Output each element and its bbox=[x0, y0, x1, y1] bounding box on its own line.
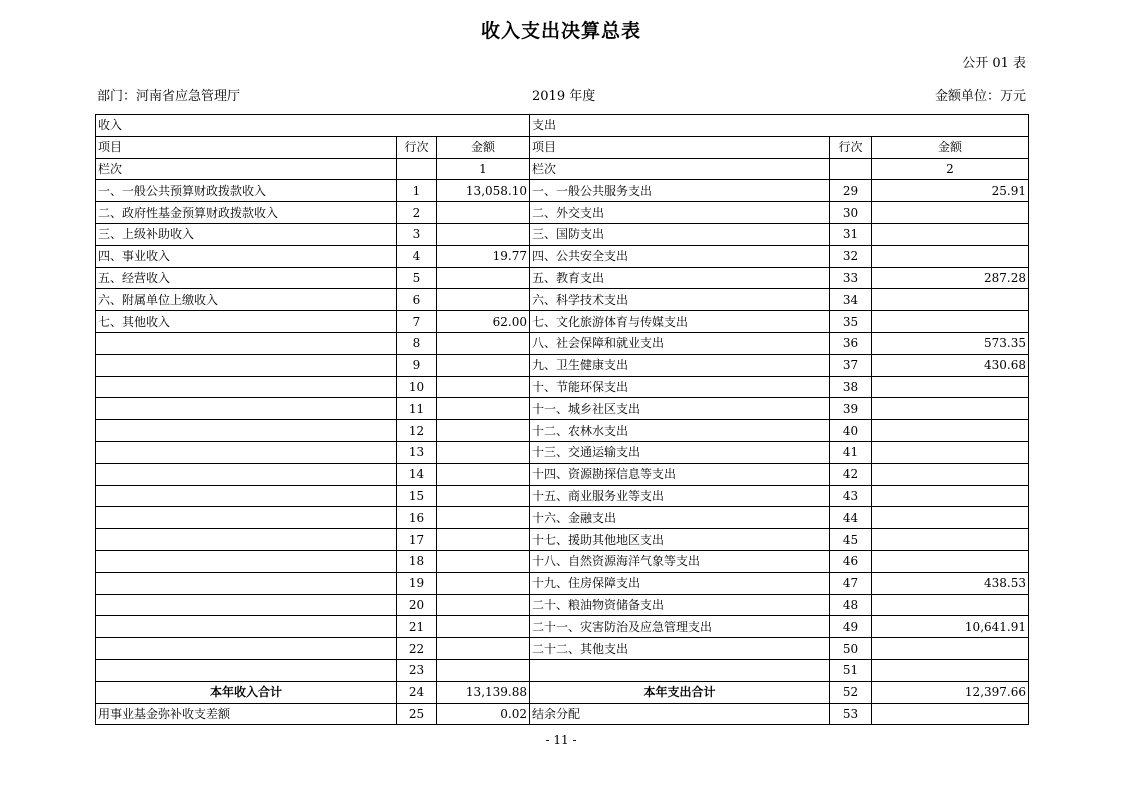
expenditure-amount bbox=[872, 507, 1029, 529]
expenditure-item: 十五、商业服务业等支出 bbox=[530, 485, 830, 507]
expenditure-amount bbox=[872, 594, 1029, 616]
income-row-no: 15 bbox=[397, 485, 437, 507]
expenditure-col-index: 2 bbox=[872, 158, 1029, 180]
section-header-row bbox=[96, 115, 1029, 137]
expenditure-item: 一、一般公共服务支出 bbox=[530, 180, 830, 202]
income-amount-header: 金额 bbox=[437, 136, 530, 158]
income-item bbox=[96, 354, 397, 376]
table-row bbox=[96, 398, 1029, 420]
income-amount bbox=[437, 223, 530, 245]
expenditure-row-no: 48 bbox=[830, 594, 872, 616]
income-amount bbox=[437, 594, 530, 616]
expenditure-item: 八、社会保障和就业支出 bbox=[530, 332, 830, 354]
income-amount bbox=[437, 289, 530, 311]
expenditure-amount: 573.35 bbox=[872, 332, 1029, 354]
income-item bbox=[96, 441, 397, 463]
income-row-no: 24 bbox=[397, 681, 437, 703]
expenditure-item: 二十二、其他支出 bbox=[530, 638, 830, 660]
income-item: 本年收入合计 bbox=[96, 681, 397, 703]
expenditure-amount: 25.91 bbox=[872, 180, 1029, 202]
expenditure-section-header: 支出 bbox=[530, 115, 1029, 137]
table-row bbox=[96, 659, 1029, 681]
income-row-no: 7 bbox=[397, 311, 437, 333]
expenditure-row-no-header: 行次 bbox=[830, 136, 872, 158]
income-item bbox=[96, 420, 397, 442]
expenditure-amount bbox=[872, 376, 1029, 398]
income-row-no: 4 bbox=[397, 245, 437, 267]
income-item bbox=[96, 638, 397, 660]
income-row-no: 25 bbox=[397, 703, 437, 725]
page-number: - 11 - bbox=[545, 733, 577, 747]
expenditure-item: 九、卫生健康支出 bbox=[530, 354, 830, 376]
income-amount: 13,139.88 bbox=[437, 681, 530, 703]
income-amount bbox=[437, 420, 530, 442]
expenditure-item: 七、文化旅游体育与传媒支出 bbox=[530, 311, 830, 333]
income-row-no: 13 bbox=[397, 441, 437, 463]
income-item bbox=[96, 507, 397, 529]
expenditure-row-no: 47 bbox=[830, 572, 872, 594]
table-row bbox=[96, 180, 1029, 202]
income-col-index-blank bbox=[397, 158, 437, 180]
income-amount: 19.77 bbox=[437, 245, 530, 267]
income-section-header: 收入 bbox=[96, 115, 530, 137]
expenditure-row-no: 36 bbox=[830, 332, 872, 354]
income-row-no: 18 bbox=[397, 550, 437, 572]
income-item bbox=[96, 659, 397, 681]
table-row bbox=[96, 616, 1029, 638]
income-row-no: 10 bbox=[397, 376, 437, 398]
expenditure-amount bbox=[872, 245, 1029, 267]
table-row bbox=[96, 572, 1029, 594]
column-header-row bbox=[96, 136, 1029, 158]
expenditure-item: 结余分配 bbox=[530, 703, 830, 725]
income-row-no-header: 行次 bbox=[397, 136, 437, 158]
column-index-row bbox=[96, 158, 1029, 180]
income-amount bbox=[437, 354, 530, 376]
income-row-no: 14 bbox=[397, 463, 437, 485]
table-row bbox=[96, 638, 1029, 660]
income-row-no: 22 bbox=[397, 638, 437, 660]
income-row-no: 17 bbox=[397, 529, 437, 551]
expenditure-row-no: 29 bbox=[830, 180, 872, 202]
income-amount bbox=[437, 332, 530, 354]
table-row bbox=[96, 550, 1029, 572]
income-amount bbox=[437, 572, 530, 594]
expenditure-amount bbox=[872, 463, 1029, 485]
income-item: 五、经营收入 bbox=[96, 267, 397, 289]
expenditure-amount: 10,641.91 bbox=[872, 616, 1029, 638]
expenditure-amount bbox=[872, 202, 1029, 224]
income-item: 六、附属单位上缴收入 bbox=[96, 289, 397, 311]
form-code: 公开 01 表 bbox=[962, 56, 1026, 71]
table-row bbox=[96, 441, 1029, 463]
expenditure-amount bbox=[872, 703, 1029, 725]
expenditure-row-no: 43 bbox=[830, 485, 872, 507]
expenditure-amount bbox=[872, 485, 1029, 507]
income-item bbox=[96, 485, 397, 507]
table-row bbox=[96, 703, 1029, 725]
income-row-no: 6 bbox=[397, 289, 437, 311]
expenditure-item: 本年支出合计 bbox=[530, 681, 830, 703]
income-row-no: 12 bbox=[397, 420, 437, 442]
income-item: 三、上级补助收入 bbox=[96, 223, 397, 245]
expenditure-amount-header: 金额 bbox=[872, 136, 1029, 158]
income-amount bbox=[437, 507, 530, 529]
table-row bbox=[96, 594, 1029, 616]
income-row-no: 8 bbox=[397, 332, 437, 354]
table-row bbox=[96, 507, 1029, 529]
income-item: 一、一般公共预算财政拨款收入 bbox=[96, 180, 397, 202]
income-amount bbox=[437, 376, 530, 398]
income-amount: 0.02 bbox=[437, 703, 530, 725]
income-amount bbox=[437, 550, 530, 572]
income-row-no: 20 bbox=[397, 594, 437, 616]
income-item bbox=[96, 398, 397, 420]
income-col-label: 栏次 bbox=[96, 158, 397, 180]
income-amount: 13,058.10 bbox=[437, 180, 530, 202]
table-row bbox=[96, 223, 1029, 245]
expenditure-amount bbox=[872, 550, 1029, 572]
income-row-no: 21 bbox=[397, 616, 437, 638]
income-row-no: 2 bbox=[397, 202, 437, 224]
expenditure-amount: 430.68 bbox=[872, 354, 1029, 376]
expenditure-item: 二十一、灾害防治及应急管理支出 bbox=[530, 616, 830, 638]
table-row bbox=[96, 332, 1029, 354]
income-amount bbox=[437, 267, 530, 289]
expenditure-row-no: 42 bbox=[830, 463, 872, 485]
income-amount bbox=[437, 616, 530, 638]
expenditure-item: 四、公共安全支出 bbox=[530, 245, 830, 267]
income-item: 二、政府性基金预算财政拨款收入 bbox=[96, 202, 397, 224]
income-amount bbox=[437, 398, 530, 420]
fiscal-year: 2019 年度 bbox=[532, 89, 596, 104]
table-row bbox=[96, 245, 1029, 267]
income-item bbox=[96, 463, 397, 485]
income-amount bbox=[437, 638, 530, 660]
income-amount: 62.00 bbox=[437, 311, 530, 333]
table-row bbox=[96, 420, 1029, 442]
expenditure-col-index-blank bbox=[830, 158, 872, 180]
table-row bbox=[96, 202, 1029, 224]
income-item: 七、其他收入 bbox=[96, 311, 397, 333]
income-row-no: 5 bbox=[397, 267, 437, 289]
income-item bbox=[96, 376, 397, 398]
expenditure-item: 十八、自然资源海洋气象等支出 bbox=[530, 550, 830, 572]
expenditure-item: 十、节能环保支出 bbox=[530, 376, 830, 398]
expenditure-item: 三、国防支出 bbox=[530, 223, 830, 245]
income-item bbox=[96, 572, 397, 594]
income-amount bbox=[437, 485, 530, 507]
amount-unit: 金额单位：万元 bbox=[934, 89, 1026, 104]
income-row-no: 16 bbox=[397, 507, 437, 529]
expenditure-row-no: 32 bbox=[830, 245, 872, 267]
expenditure-row-no: 53 bbox=[830, 703, 872, 725]
expenditure-row-no: 44 bbox=[830, 507, 872, 529]
expenditure-item: 二、外交支出 bbox=[530, 202, 830, 224]
income-row-no: 19 bbox=[397, 572, 437, 594]
table-row bbox=[96, 354, 1029, 376]
table-row bbox=[96, 267, 1029, 289]
income-item bbox=[96, 550, 397, 572]
expenditure-amount: 438.53 bbox=[872, 572, 1029, 594]
income-amount bbox=[437, 202, 530, 224]
expenditure-row-no: 46 bbox=[830, 550, 872, 572]
expenditure-amount bbox=[872, 398, 1029, 420]
expenditure-item: 十三、交通运输支出 bbox=[530, 441, 830, 463]
income-item bbox=[96, 332, 397, 354]
expenditure-item-header: 项目 bbox=[530, 136, 830, 158]
expenditure-row-no: 51 bbox=[830, 659, 872, 681]
income-amount bbox=[437, 463, 530, 485]
expenditure-row-no: 45 bbox=[830, 529, 872, 551]
expenditure-row-no: 35 bbox=[830, 311, 872, 333]
table-row bbox=[96, 376, 1029, 398]
expenditure-item: 十七、援助其他地区支出 bbox=[530, 529, 830, 551]
expenditure-row-no: 34 bbox=[830, 289, 872, 311]
expenditure-col-label: 栏次 bbox=[530, 158, 830, 180]
table-row bbox=[96, 289, 1029, 311]
expenditure-row-no: 38 bbox=[830, 376, 872, 398]
income-row-no: 9 bbox=[397, 354, 437, 376]
income-row-no: 1 bbox=[397, 180, 437, 202]
expenditure-row-no: 31 bbox=[830, 223, 872, 245]
expenditure-item: 五、教育支出 bbox=[530, 267, 830, 289]
income-row-no: 11 bbox=[397, 398, 437, 420]
income-row-no: 3 bbox=[397, 223, 437, 245]
table-row bbox=[96, 485, 1029, 507]
expenditure-amount bbox=[872, 311, 1029, 333]
expenditure-item: 十四、资源勘探信息等支出 bbox=[530, 463, 830, 485]
income-item: 用事业基金弥补收支差额 bbox=[96, 703, 397, 725]
expenditure-row-no: 50 bbox=[830, 638, 872, 660]
expenditure-item: 十六、金融支出 bbox=[530, 507, 830, 529]
expenditure-amount: 287.28 bbox=[872, 267, 1029, 289]
totals-row bbox=[96, 681, 1029, 703]
income-item bbox=[96, 594, 397, 616]
expenditure-row-no: 40 bbox=[830, 420, 872, 442]
expenditure-row-no: 49 bbox=[830, 616, 872, 638]
expenditure-item: 二十、粮油物资储备支出 bbox=[530, 594, 830, 616]
income-item-header: 项目 bbox=[96, 136, 397, 158]
income-amount bbox=[437, 659, 530, 681]
expenditure-amount bbox=[872, 223, 1029, 245]
expenditure-row-no: 41 bbox=[830, 441, 872, 463]
expenditure-row-no: 52 bbox=[830, 681, 872, 703]
income-item: 四、事业收入 bbox=[96, 245, 397, 267]
expenditure-item bbox=[530, 659, 830, 681]
income-item bbox=[96, 529, 397, 551]
income-item bbox=[96, 616, 397, 638]
income-amount bbox=[437, 529, 530, 551]
expenditure-item: 六、科学技术支出 bbox=[530, 289, 830, 311]
expenditure-row-no: 33 bbox=[830, 267, 872, 289]
expenditure-amount bbox=[872, 638, 1029, 660]
income-expenditure-table bbox=[95, 114, 1029, 725]
expenditure-row-no: 37 bbox=[830, 354, 872, 376]
income-col-index: 1 bbox=[437, 158, 530, 180]
table-row bbox=[96, 463, 1029, 485]
expenditure-row-no: 30 bbox=[830, 202, 872, 224]
expenditure-item: 十九、住房保障支出 bbox=[530, 572, 830, 594]
table-row bbox=[96, 311, 1029, 333]
expenditure-amount bbox=[872, 420, 1029, 442]
expenditure-amount bbox=[872, 529, 1029, 551]
income-amount bbox=[437, 441, 530, 463]
department-label: 部门：河南省应急管理厅 bbox=[97, 89, 241, 104]
expenditure-amount bbox=[872, 289, 1029, 311]
expenditure-amount bbox=[872, 659, 1029, 681]
page-title: 收入支出决算总表 bbox=[480, 20, 641, 42]
expenditure-item: 十二、农林水支出 bbox=[530, 420, 830, 442]
expenditure-amount: 12,397.66 bbox=[872, 681, 1029, 703]
expenditure-row-no: 39 bbox=[830, 398, 872, 420]
expenditure-item: 十一、城乡社区支出 bbox=[530, 398, 830, 420]
table-row bbox=[96, 529, 1029, 551]
expenditure-amount bbox=[872, 441, 1029, 463]
income-row-no: 23 bbox=[397, 659, 437, 681]
